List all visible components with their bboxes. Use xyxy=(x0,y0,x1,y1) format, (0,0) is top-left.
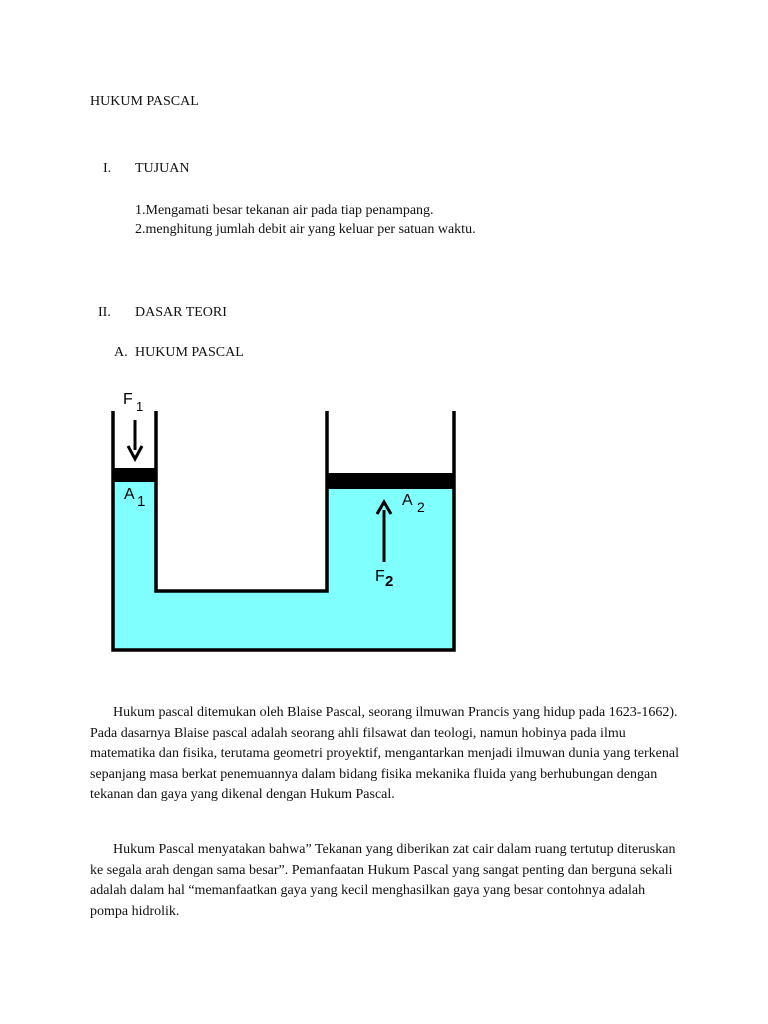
subsection-a-heading: HUKUM PASCAL xyxy=(135,345,244,360)
label-a2-subscript: 2 xyxy=(417,499,425,515)
section-1-heading: TUJUAN xyxy=(135,161,190,176)
label-f1: F xyxy=(123,391,133,408)
force-arrow-down xyxy=(128,420,142,459)
label-a1-subscript: 1 xyxy=(137,493,146,510)
label-f2: F xyxy=(375,568,385,585)
large-piston xyxy=(327,473,454,489)
section-2-heading: DASAR TEORI xyxy=(135,305,227,320)
small-piston xyxy=(113,468,156,482)
label-a1: A xyxy=(124,486,135,503)
paragraph-1-text: Hukum pascal ditemukan oleh Blaise Pascal, seorang ilmuwan Prancis yang hidup pada 1623-1662). Pada dasarnya Blaise pascal adalah seorang ahli filsawat dan teologi, namun hobinya pada ilmu matematika dan fisika, terutama geometri proyektif, mengantarkan menjadi ilmuwan dunia yang terkenal sepanjang masa berkat penemuannya dalam bidang fisika mekanika fluida yang berhubungan dengan tekanan dan gaya yang dikenal dengan Hukum Pascal. xyxy=(90,705,679,803)
paragraph-2-text: Hukum Pascal menyatakan bahwa” Tekanan yang diberikan zat cair dalam ruang tertutup diteruskan ke segala arah dengan sama besar”. Pemanfaatan Hukum Pascal yang sangat penting dan berguna sekali adalah dalam hal “memanfaatkan gaya yang kecil menghasilkan gaya yang besar contohnya adalah pompa hidrolik. xyxy=(90,842,676,919)
objective-item-2: 2.menghitung jumlah debit air yang keluar per satuan waktu. xyxy=(135,222,476,237)
label-a2: A xyxy=(402,492,413,509)
section-1-numeral: I. xyxy=(103,161,112,176)
section-2-numeral: II. xyxy=(98,305,111,320)
label-f1-subscript: 1 xyxy=(136,399,144,414)
paragraph-2 xyxy=(90,840,680,922)
label-f2-subscript: 2 xyxy=(385,573,394,590)
subsection-a-letter: A. xyxy=(114,345,128,360)
objective-item-1: 1.Mengamati besar tekanan air pada tiap penampang. xyxy=(135,203,434,218)
paragraph-1 xyxy=(90,703,680,806)
document-title: HUKUM PASCAL xyxy=(90,94,199,109)
